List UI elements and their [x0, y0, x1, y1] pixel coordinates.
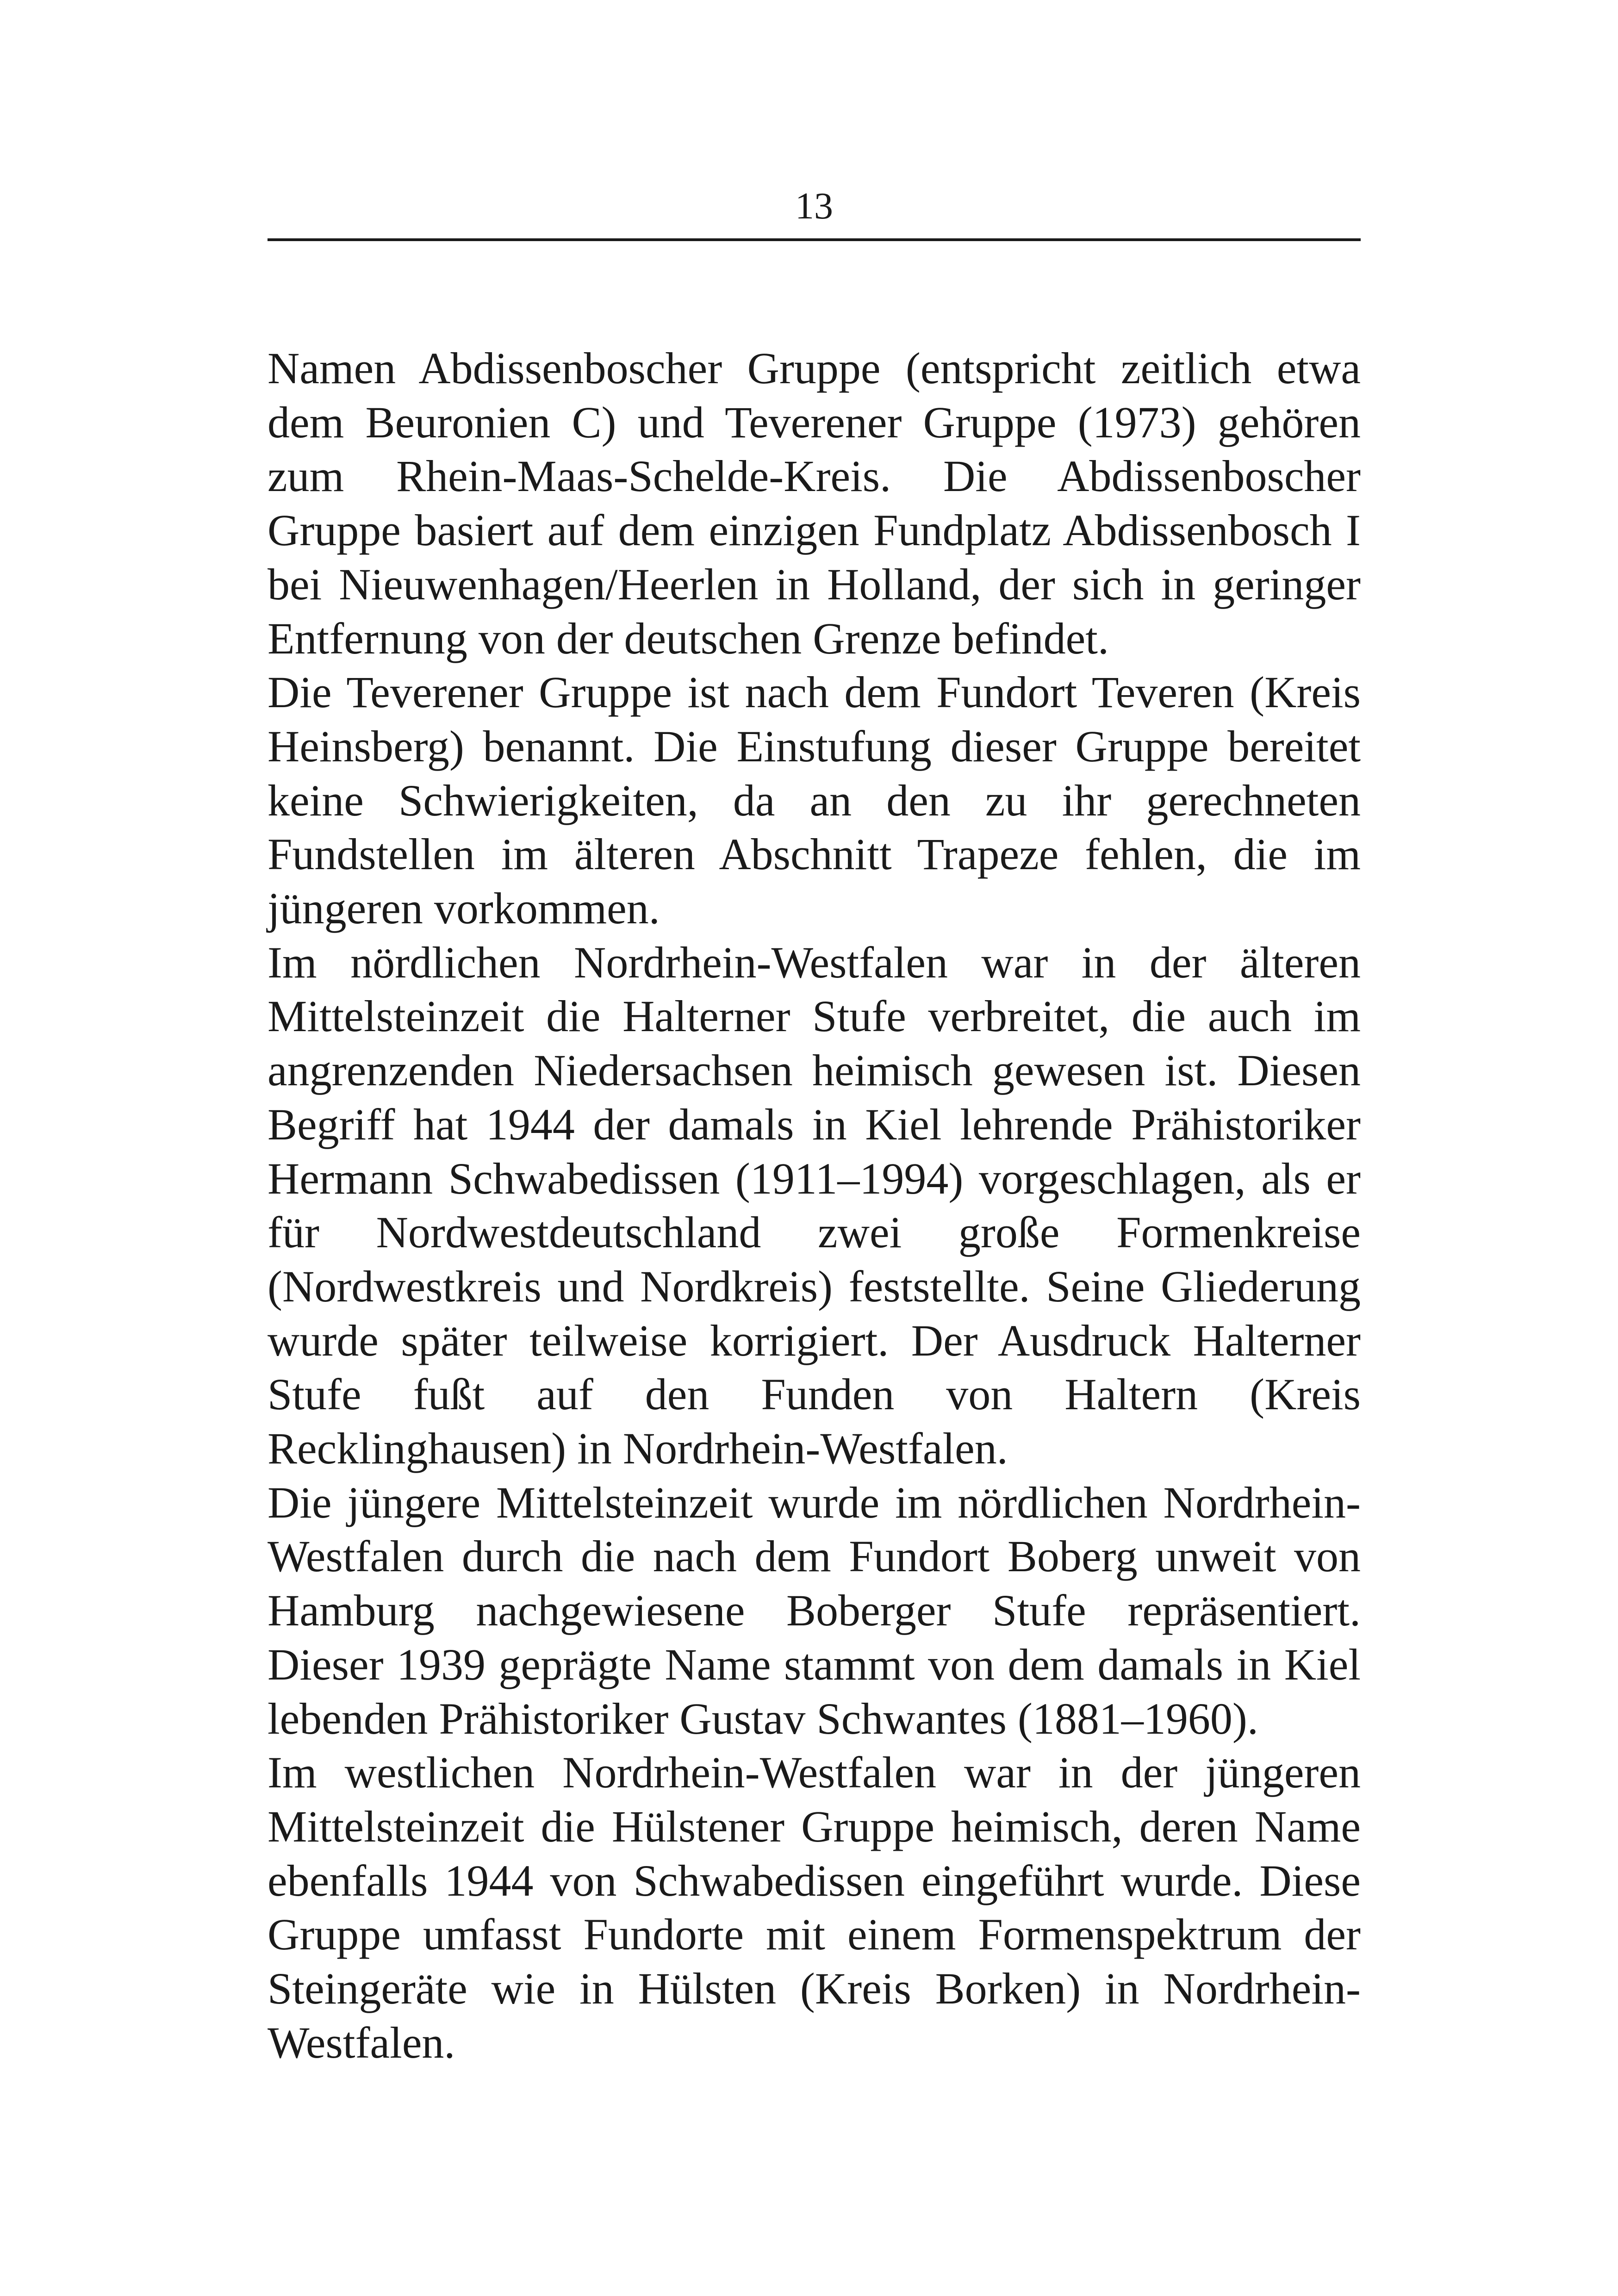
body-text: [268, 342, 1361, 2070]
paragraph-3: Im nördlichen Nordrhein-Westfalen war in der älteren Mittelsteinzeit die Halterner Stufe verbreitet, die auch im angrenzenden Niedersachsen heimisch gewesen ist. Diesen Begriff hat 1944 der damals in Kiel lehrende Prähistoriker Hermann Schwabedissen (1911–1994) vorgeschlagen, als er für Nordwestdeutschland zwei große Formenkreise (Nordwestkreis und Nordkreis) feststellte. Seine Gliederung wurde später teilweise korrigiert. Der Ausdruck Halterner Stufe fußt auf den Funden von Haltern (Kreis Recklinghausen) in Nordrhein-Westfalen.: [268, 937, 1361, 1474]
header-divider: [268, 238, 1361, 241]
page-number: 13: [795, 185, 833, 227]
paragraph-5: Im westlichen Nordrhein-Westfalen war in der jüngeren Mittelsteinzeit die Hülstener Gruppe heimisch, deren Name ebenfalls 1944 von Schwabedissen eingeführt wurde. Diese Gruppe umfasst Fundorte mit einem Formenspektrum der Steingeräte wie in Hülsten (Kreis Borken) in Nordrhein-Westfalen.: [268, 1748, 1361, 2067]
paragraph-2: Die Teverener Gruppe ist nach dem Fundort Teveren (Kreis Heinsberg) benannt. Die Einstufung dieser Gruppe bereitet keine Schwierigkeiten, da an den zu ihr gerechneten Fundstellen im älteren Abschnitt Trapeze fehlen, die im jüngeren vorkommen.: [268, 667, 1361, 933]
paragraph-1: Namen Abdissenboscher Gruppe (entspricht zeitlich etwa dem Beuronien C) und Teverener Gruppe (1973) gehören zum Rhein-Maas-Schelde-Kreis. Die Abdissenboscher Gruppe basiert auf dem einzigen Fundplatz Abdissenbosch I bei Nieuwenhagen/Heerlen in Holland, der sich in geringer Entfernung von der deutschen Grenze befindet.: [268, 343, 1361, 663]
paragraph-4: Die jüngere Mittelsteinzeit wurde im nördlichen Nordrhein-Westfalen durch die nach dem Fundort Boberg unweit von Hamburg nachgewiesene Boberger Stufe repräsentiert. Dieser 1939 geprägte Name stammt von dem damals in Kiel lebenden Prähistoriker Gustav Schwantes (1881–1960).: [268, 1477, 1361, 1743]
